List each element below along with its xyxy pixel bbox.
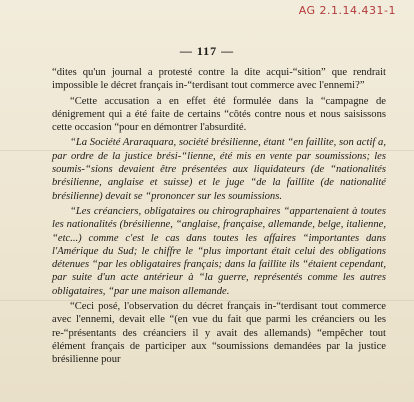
paragraph-3: “La Société Araraquara, société brésilienne, étant “en faillite, son actif a, par ordre de la justice brési-“lienne, été mis en vente par soumissions; les soumis-“sions devaient être présentées aux liquidateurs (de “nationalités brésilienne, anglaise et suisse) et le juge “de la faillite (de nationalité brésilienne) devait se “prononcer sur les soumissions. [52, 137, 386, 202]
paragraph-5: “Ceci posé, l'observation du décret français in-“terdisant tout commerce avec l'ennemi, devait elle “(en vue du fait que parmi les créanciers ou les re-“présentants des créanciers il y avait des allemands) “empêcher tout élément français de participer aux “soumissions demandées par la justice brésilienne pour [52, 301, 386, 366]
archive-reference-stamp: AG 2.1.14.431-1 [298, 4, 396, 17]
body-text [52, 66, 386, 369]
paragraph-4: “Les créanciers, obligataires ou chirographaires “appartenaient à toutes les nationalités (brésilienne, “anglaise, française, allemande, belge, italienne, “etc...) comme c'est le cas dans toutes les affaires “importantes dans l'Amérique du Sud; le chiffre le “plus important était celui des obligations détenues “par les obligataires français; dans la faillite ils “étaient cependant, par suite d'un acte antérieur à “la guerre, représentés comme les autres obligataires, “par une maison allemande. [52, 205, 386, 297]
paragraph-2: “Cette accusation a en effet été formulée dans la “campagne de dénigrement qui a été faite de certains “côtés contre nous et nous saisissons cette occasion “pour en démontrer l'absurdité. [52, 95, 386, 134]
paragraph-1: “dites qu'un journal a protesté contre la dite acqui-“sition” que rendrait impossible le décret français in-“terdisant tout commerce avec l'ennemi?” [52, 67, 386, 92]
page-number: — 117 — [179, 44, 235, 58]
